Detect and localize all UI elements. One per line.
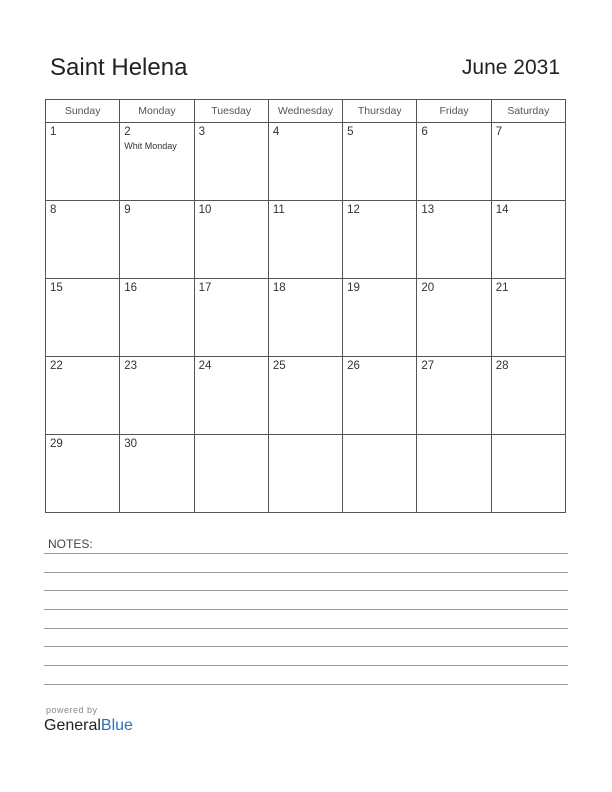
day-cell: [417, 279, 491, 357]
day-number: 13: [421, 204, 435, 216]
day-number: 15: [50, 282, 63, 294]
brand-general: General: [44, 717, 101, 734]
note-line: [44, 628, 568, 629]
weekday-wednesday: Wednesday: [268, 100, 342, 123]
day-number: 29: [50, 438, 63, 450]
holiday-label: Whit Monday: [124, 141, 177, 151]
note-line: [44, 590, 568, 591]
day-number: 6: [421, 126, 428, 138]
day-number: 9: [124, 204, 131, 216]
weekday-tuesday: Tuesday: [194, 100, 268, 123]
day-number: 21: [495, 282, 509, 294]
day-cell: [268, 279, 342, 357]
day-cell: [46, 357, 120, 435]
day-cell: [120, 201, 194, 279]
day-cell: [46, 435, 120, 513]
day-cell: [268, 357, 342, 435]
day-cell: [194, 279, 268, 357]
brand-logo: [44, 717, 133, 735]
powered-by-label: powered by: [46, 705, 98, 715]
day-number: 26: [347, 360, 360, 372]
day-number: 10: [198, 204, 212, 216]
day-cell: [491, 357, 565, 435]
week-row: [46, 279, 566, 357]
day-cell: [194, 123, 268, 201]
day-number: 16: [124, 282, 138, 294]
week-row: [46, 123, 566, 201]
day-number: 5: [347, 126, 354, 138]
day-number: 17: [198, 282, 212, 294]
day-number: 8: [50, 204, 57, 216]
day-number: 4: [272, 126, 280, 138]
note-line: [44, 665, 568, 666]
day-cell: [417, 357, 491, 435]
day-cell: [491, 435, 565, 513]
weekday-thursday: Thursday: [343, 100, 417, 123]
day-number: 2: [124, 126, 131, 138]
day-number: 7: [495, 126, 503, 138]
day-number: 1: [50, 126, 57, 138]
day-cell: [491, 123, 565, 201]
day-cell: [417, 201, 491, 279]
note-line: [44, 553, 568, 554]
day-number: 24: [198, 360, 212, 372]
day-cell: [120, 123, 194, 201]
day-cell: [491, 201, 565, 279]
week-row: [46, 435, 566, 513]
day-number: 28: [495, 360, 509, 372]
day-number: 14: [495, 204, 509, 216]
day-cell: [268, 123, 342, 201]
day-number: 11: [272, 204, 285, 216]
day-number: 22: [50, 360, 63, 372]
weekday-sunday: Sunday: [46, 100, 120, 123]
day-cell: [194, 435, 268, 513]
weekday-monday: Monday: [120, 100, 194, 123]
day-cell: [46, 279, 120, 357]
calendar-month: June 2031: [461, 56, 560, 79]
day-cell: [343, 435, 417, 513]
day-cell: [120, 357, 194, 435]
note-line: [44, 572, 568, 573]
week-row: [46, 201, 566, 279]
day-number: 23: [124, 360, 138, 372]
day-cell: [120, 279, 194, 357]
weekday-friday: Friday: [417, 100, 491, 123]
day-cell: [194, 357, 268, 435]
day-cell: [46, 201, 120, 279]
day-number: 12: [347, 204, 360, 216]
day-number: 19: [347, 282, 360, 294]
brand-blue: Blue: [100, 717, 133, 734]
note-line: [44, 609, 568, 610]
week-row: [46, 357, 566, 435]
day-number: 25: [272, 360, 286, 372]
day-cell: [491, 279, 565, 357]
day-cell: [194, 201, 268, 279]
note-line: [44, 684, 568, 685]
day-cell: [343, 123, 417, 201]
day-cell: [343, 279, 417, 357]
day-cell: [417, 435, 491, 513]
day-number: 27: [421, 360, 435, 372]
day-number: 20: [421, 282, 435, 294]
day-cell: [46, 123, 120, 201]
day-cell: [120, 435, 194, 513]
weekday-header-row: [46, 100, 566, 123]
day-cell: [343, 357, 417, 435]
calendar-title: Saint Helena: [50, 54, 188, 81]
day-cell: [417, 123, 491, 201]
notes-label: NOTES:: [48, 537, 93, 551]
day-cell: [268, 201, 342, 279]
day-number: 3: [198, 126, 205, 138]
day-number: 18: [272, 282, 286, 294]
day-cell: [268, 435, 342, 513]
calendar-grid: [45, 99, 566, 513]
day-number: 30: [124, 438, 138, 450]
weekday-saturday: Saturday: [491, 100, 565, 123]
note-line: [44, 646, 568, 647]
day-cell: [343, 201, 417, 279]
